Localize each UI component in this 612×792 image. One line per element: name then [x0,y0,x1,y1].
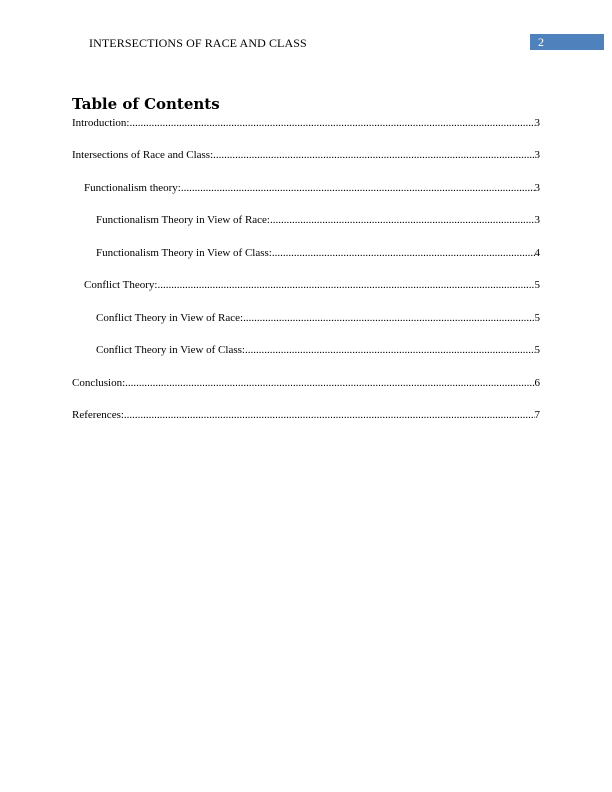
toc-entry-page: 5 [534,344,540,356]
toc-leader-dots [157,278,534,292]
toc-entry-label[interactable]: Conflict Theory: [84,279,158,291]
toc-entry-label[interactable]: Conclusion: [72,377,126,389]
toc-entry-page: 3 [534,182,540,194]
toc-entry-label[interactable]: Functionalism Theory in View of Race: [96,214,270,226]
toc-leader-dots [245,343,535,357]
toc-entry-intersections[interactable] [72,148,540,162]
toc-entry-introduction[interactable] [72,116,540,130]
toc-entry-references[interactable] [72,408,540,422]
page-number: 2 [538,35,544,49]
toc-entry-conclusion[interactable] [72,376,540,390]
toc-leader-dots [125,376,534,390]
toc-entry-page: 7 [534,409,540,421]
page-number-badge [530,34,604,50]
toc-entry-page: 5 [534,312,540,324]
toc-entry-page: 3 [534,149,540,161]
toc-leader-dots [124,408,535,422]
toc-entry-label[interactable]: Intersections of Race and Class: [72,149,214,161]
toc-entry-page: 5 [534,279,540,291]
toc-entry-functionalism-race[interactable] [96,213,540,227]
running-header-title: INTERSECTIONS OF RACE AND CLASS [89,36,307,50]
toc-entry-functionalism-class[interactable] [96,246,540,260]
toc-entry-conflict-class[interactable] [96,343,540,357]
toc-entry-functionalism-theory[interactable] [84,181,540,195]
toc-entry-page: 4 [534,247,540,259]
toc-heading: Table of Contents [72,95,220,113]
toc-leader-dots [181,181,535,195]
toc-entry-page: 3 [534,214,540,226]
toc-entry-page: 3 [534,117,540,129]
toc-entry-conflict-theory[interactable] [84,278,540,292]
toc-entry-label[interactable]: Introduction: [72,117,130,129]
toc-entry-label[interactable]: References: [72,409,124,421]
toc-entry-label[interactable]: Functionalism theory: [84,182,181,194]
toc-entry-conflict-race[interactable] [96,311,540,325]
toc-entry-label[interactable]: Functionalism Theory in View of Class: [96,247,272,259]
toc-leader-dots [129,116,534,130]
toc-leader-dots [243,311,534,325]
toc-entry-label[interactable]: Conflict Theory in View of Race: [96,312,244,324]
toc-leader-dots [272,246,535,260]
toc-leader-dots [270,213,535,227]
toc-entry-page: 6 [534,377,540,389]
toc-leader-dots [213,148,534,162]
toc-entry-label[interactable]: Conflict Theory in View of Class: [96,344,245,356]
